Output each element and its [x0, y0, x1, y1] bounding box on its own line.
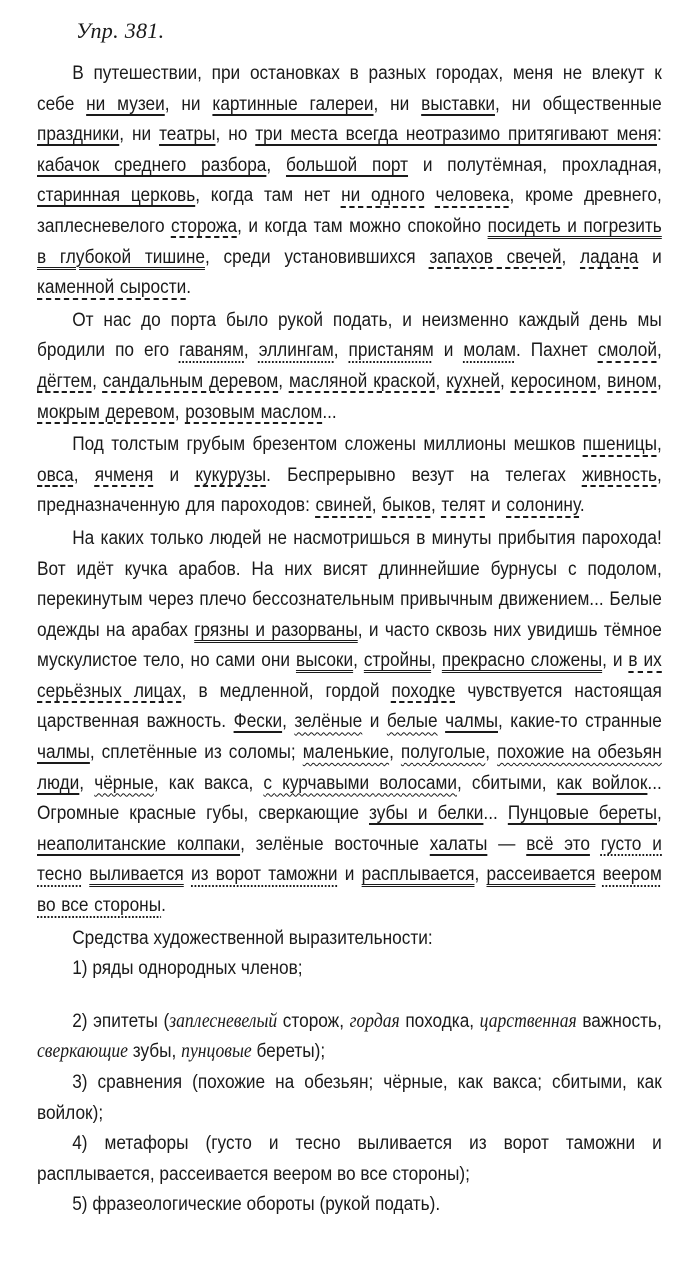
text: ,	[333, 339, 349, 362]
text: походка,	[399, 1009, 480, 1032]
text: .	[579, 494, 585, 517]
adverbial: эллингам	[258, 339, 334, 362]
text: ,	[73, 463, 95, 486]
subject: Фески	[233, 710, 283, 733]
list-item: 1) ряды однородных членов;	[72, 957, 303, 980]
object: живность	[582, 463, 658, 486]
text: ,	[389, 741, 401, 764]
subject: кабачок среднего разбора	[37, 153, 267, 176]
subject-predicate-group: три места всегда неотразимо притягивают меня	[255, 123, 657, 146]
text: ,	[266, 153, 286, 176]
adverbial: веером во все стороны	[37, 863, 662, 917]
subject: праздники	[37, 123, 120, 146]
text: ,	[596, 369, 608, 392]
text: ,	[500, 369, 511, 392]
adverbial: молам	[463, 339, 516, 362]
expressive-means-list	[37, 923, 660, 1220]
text: ,	[243, 339, 259, 362]
text: .	[161, 894, 166, 917]
text: , и часто сквозь них увидишь тёмное мускулистое тело, но сами они	[37, 618, 662, 672]
object: масляной краской	[289, 369, 436, 392]
text	[595, 863, 602, 885]
adverbial: пристаням	[348, 339, 434, 362]
text: , зелёные восточные	[240, 832, 430, 855]
subject: чалмы	[37, 741, 90, 764]
text: ...	[483, 802, 508, 825]
object: быков	[382, 494, 431, 517]
summary-title: Средства художественной выразительности:	[72, 926, 433, 949]
object: керосином	[510, 369, 597, 392]
text	[438, 710, 445, 732]
object: запахов свечей	[429, 245, 562, 268]
object: ячменя	[94, 463, 154, 486]
list-item: 5) фразеологические обороты (рукой подать).	[72, 1193, 441, 1216]
subject: старинная церковь	[37, 184, 196, 207]
text: и	[153, 463, 196, 486]
exercise-title: Упр. 381.	[76, 18, 165, 43]
epithet: заплесневелый	[169, 1009, 278, 1032]
text: ,	[92, 369, 103, 392]
text: и	[433, 339, 464, 362]
text: Под толстым грубым брезентом сложены миллионы мешков	[72, 433, 583, 456]
predicate: рассеивается	[486, 863, 596, 886]
object: овса	[37, 463, 74, 486]
subject: картинные галереи	[212, 92, 374, 115]
text: ,	[561, 245, 581, 268]
list-item	[37, 1006, 662, 1067]
object: пшеницы	[582, 433, 658, 456]
text: , как вакса,	[153, 771, 264, 794]
text: :	[656, 123, 662, 146]
attribute: похожие на обезьян	[497, 741, 662, 764]
text: , ни	[373, 92, 422, 115]
text: , среди установившихся	[204, 245, 430, 268]
attribute: зелёные	[294, 710, 363, 733]
text: , ни	[119, 123, 160, 146]
text: ,	[79, 771, 95, 794]
text: , кроме древнего, заплесневелого	[37, 184, 662, 237]
adverbial: гаваням	[179, 339, 244, 362]
text: . Пахнет	[515, 339, 598, 362]
attribute: белые	[386, 710, 438, 733]
paragraph-1	[37, 58, 662, 303]
attribute: полуголые	[400, 741, 486, 764]
text: , когда там нет	[195, 184, 342, 207]
text: 2) эпитеты (	[72, 1009, 170, 1032]
text: , и	[602, 649, 629, 672]
subject: неаполитанские колпаки	[37, 832, 241, 855]
text: сторож,	[277, 1009, 350, 1032]
epithet: сверкающие	[37, 1040, 128, 1063]
text: ,	[430, 494, 442, 517]
predicate: посидеть и погрезить в глубокой тишине	[37, 214, 662, 268]
list-item: 3) сравнения (похожие на обезьян; чёрные, как вакса; сбитыми, как войлок);	[37, 1071, 662, 1124]
object: смолой	[597, 339, 658, 362]
text: На каких только людей не насмотришься в минуты прибытия парохода! Вот идёт кучка арабов. На них висят длиннейшие бурнусы с подолом, перекинутым через плечо бессознательным привычным движением... Белые одежды на арабах	[37, 526, 662, 641]
text: важность,	[576, 1009, 662, 1032]
paragraph-2	[37, 305, 662, 427]
text: ,	[282, 710, 295, 733]
text: ,	[435, 369, 447, 392]
subject: чалмы	[445, 710, 498, 733]
text: , какие-то странные	[497, 710, 662, 733]
text: ,	[174, 400, 186, 423]
text: ,	[431, 649, 442, 672]
text: ,	[278, 369, 290, 392]
text: . Беспрерывно везут на телегах	[266, 463, 583, 486]
text: , но	[215, 123, 256, 146]
object: ладана	[580, 245, 639, 268]
object: кухней	[446, 369, 501, 392]
object: походке	[391, 679, 456, 702]
predicate: выливается	[89, 863, 184, 886]
paragraph-4	[37, 523, 662, 921]
subject: Пунцовые береты	[507, 802, 657, 825]
subject: большой порт	[285, 153, 409, 176]
text: и	[638, 245, 662, 268]
text: , и когда там можно спокойно	[237, 214, 488, 237]
object: телят	[441, 494, 486, 517]
text	[184, 863, 191, 885]
predicate: стройны	[363, 649, 432, 672]
text: , сбитыми,	[456, 771, 557, 794]
object: сандальным деревом	[102, 369, 279, 392]
text: и	[485, 494, 507, 517]
text: ,	[485, 741, 498, 764]
adverbial: густо и тесно	[37, 832, 662, 886]
adverbial: из ворот таможни	[191, 863, 338, 886]
object: мокрым деревом	[37, 400, 175, 423]
object: в их серьёзных лицах	[37, 649, 662, 702]
text: береты);	[251, 1040, 326, 1063]
attribute: с курчавыми волосами	[263, 771, 457, 794]
attribute: чёрные	[94, 771, 154, 794]
text: В путешествии, при остановках в разных городах, меня не влекут к себе	[37, 62, 662, 115]
epithet: гордая	[349, 1009, 400, 1032]
text: —	[487, 832, 527, 855]
text: , предназначенную для пароходов:	[37, 463, 662, 517]
object: человека	[435, 184, 510, 207]
list-item: 4) метафоры (густо и тесно выливается из ворот таможни и расплывается, рассеивается веером во все стороны);	[37, 1132, 662, 1185]
attribute: маленькие	[302, 741, 390, 764]
text: чувствуется настоящая царственная важность.	[37, 679, 662, 733]
subject: театры	[159, 123, 216, 146]
text: , сплетённые из соломы;	[89, 741, 303, 764]
object: сторожа	[171, 214, 238, 237]
object: кукурузы	[195, 463, 267, 486]
text: ,	[656, 802, 662, 825]
text: От нас до порта было рукой подать, и неизменно каждый день мы бродили по его	[37, 308, 662, 362]
object: розовым маслом	[185, 400, 323, 423]
epithet: пунцовые	[181, 1040, 252, 1063]
object: каменной сырости	[37, 276, 187, 299]
text: ,	[657, 369, 662, 392]
text: и	[337, 863, 362, 886]
text: ,	[474, 863, 487, 886]
text: .	[186, 276, 192, 299]
text: и полутёмная, прохладная,	[408, 153, 662, 176]
text: ... Огромные красные губы, сверкающие	[37, 771, 662, 825]
text	[425, 184, 436, 206]
subject: как войлок	[556, 771, 648, 794]
text: ...	[322, 400, 337, 423]
object: ни одного	[341, 184, 425, 207]
subject: зубы и белки	[368, 802, 484, 825]
text: ,	[353, 649, 364, 672]
predicate: грязны и разорваны	[194, 618, 358, 641]
text: , в медленной, гордой	[181, 679, 392, 702]
text	[590, 833, 601, 855]
subject: всё это	[526, 832, 590, 855]
text: и	[362, 710, 387, 733]
object: свиней	[315, 494, 372, 517]
subject: выставки	[421, 92, 495, 115]
text: ,	[371, 494, 383, 517]
object: дёгтем	[37, 369, 93, 392]
text: зубы,	[127, 1040, 182, 1063]
predicate: высоки	[295, 649, 354, 672]
subject: ни музеи	[86, 92, 165, 115]
text: ,	[657, 433, 662, 456]
object: вином	[607, 369, 658, 392]
text: ,	[657, 339, 662, 362]
paragraph-3	[37, 429, 662, 521]
text: , ни общественные	[494, 92, 662, 115]
text: , ни	[164, 92, 213, 115]
epithet: царственная	[479, 1009, 577, 1032]
predicate: прекрасно сложены	[441, 649, 603, 672]
predicate: расплывается	[361, 863, 475, 886]
subject: халаты	[429, 832, 488, 855]
object: солонину	[506, 494, 580, 517]
subject: люди	[37, 771, 80, 794]
